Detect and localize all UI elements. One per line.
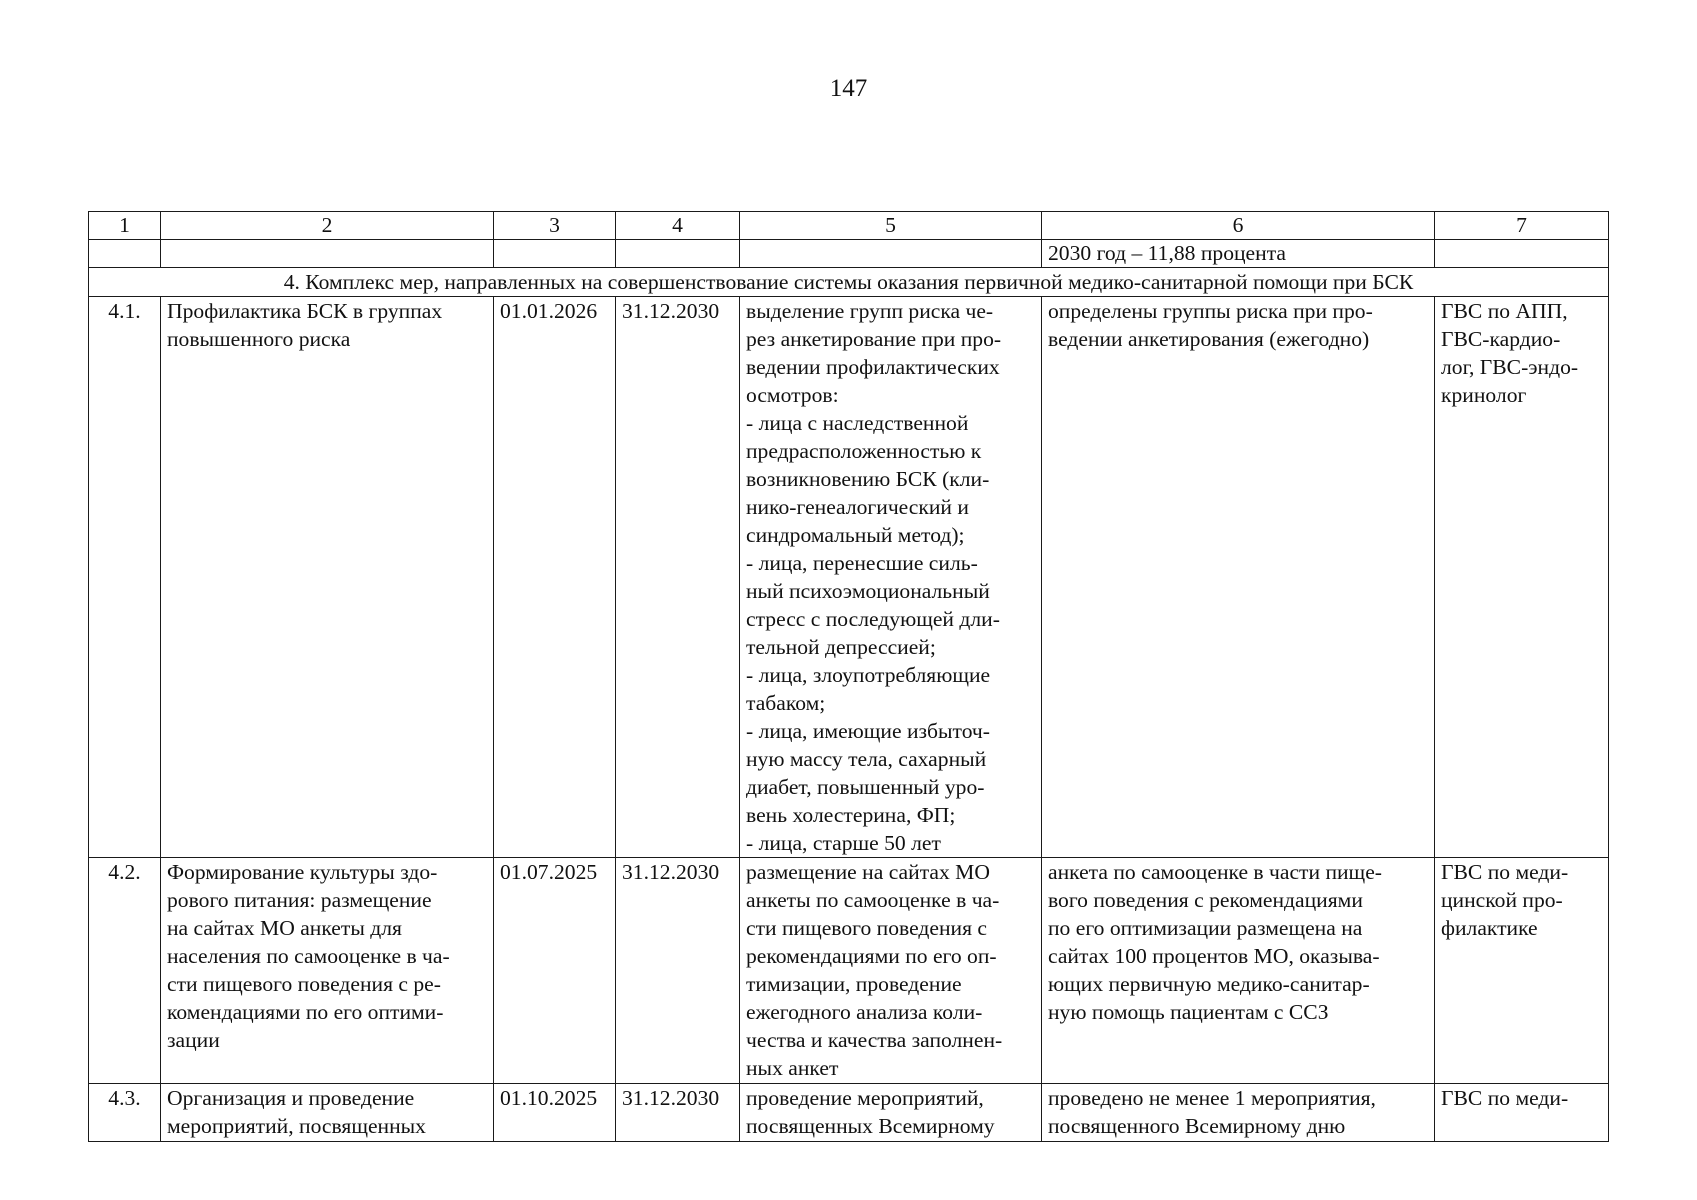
start-date: 01.07.2025 <box>494 858 616 1084</box>
header-cell-1: 1 <box>89 212 161 240</box>
page-number: 147 <box>829 75 868 102</box>
start-date: 01.01.2026 <box>494 297 616 858</box>
start-date: 01.10.2025 <box>494 1084 616 1142</box>
end-date: 31.12.2030 <box>616 1084 740 1142</box>
header-cell-2: 2 <box>161 212 494 240</box>
table-row <box>89 1084 1609 1142</box>
header-cell-3: 3 <box>494 212 616 240</box>
end-date: 31.12.2030 <box>616 858 740 1084</box>
empty-cell <box>740 240 1042 268</box>
measure-name: Профилактика БСК в группах повышенного риска <box>161 297 494 858</box>
carry-over-row <box>89 240 1609 268</box>
measure-description: проведение мероприятий, посвященных Всемирному <box>740 1084 1042 1142</box>
expected-result: анкета по самооценке в части пище- вого поведения с рекомендациями по его оптимизации размещена на сайтах 100 процентов МО, оказыва- ющих первичную медико-санитар- ную помощь пациентам с ССЗ <box>1042 858 1435 1084</box>
end-date: 31.12.2030 <box>616 297 740 858</box>
measure-description: выделение групп риска че- рез анкетирование при про- ведении профилактических осмотров: - лица с наследственной предрасположенностью к возникновению БСК (кли- нико-генеалогический и синдромальный метод); - лица, перенесшие силь- ный психоэмоциональный стресс с последующей дли- тельной депрессией; - лица, злоупотребляющие табаком; - лица, имеющие избыточ- ную массу тела, сахарный диабет, повышенный уро- вень холестерина, ФП; - лица, старше 50 лет <box>740 297 1042 858</box>
row-number: 4.3. <box>89 1084 161 1142</box>
measure-description: размещение на сайтах МО анкеты по самооценке в ча- сти пищевого поведения с рекомендациями по его оп- тимизации, проведение ежегодного анализа коли- чества и качества заполнен- ных анкет <box>740 858 1042 1084</box>
row-number: 4.2. <box>89 858 161 1084</box>
header-cell-7: 7 <box>1435 212 1609 240</box>
table-row <box>89 297 1609 858</box>
header-cell-5: 5 <box>740 212 1042 240</box>
expected-result: проведено не менее 1 мероприятия, посвященного Всемирному дню <box>1042 1084 1435 1142</box>
section-row <box>89 268 1609 297</box>
header-cell-4: 4 <box>616 212 740 240</box>
table-row <box>89 858 1609 1084</box>
table-header-row <box>89 212 1609 240</box>
measure-name: Формирование культуры здо- рового питания: размещение на сайтах МО анкеты для населения по самооценке в ча- сти пищевого поведения с ре- комендациями по его оптими- зации <box>161 858 494 1084</box>
expected-result: определены группы риска при про- ведении анкетирования (ежегодно) <box>1042 297 1435 858</box>
empty-cell <box>161 240 494 268</box>
empty-cell <box>494 240 616 268</box>
row-number: 4.1. <box>89 297 161 858</box>
empty-cell <box>89 240 161 268</box>
section-title: 4. Комплекс мер, направленных на совершенствование системы оказания первичной медико-санитарной помощи при БСК <box>89 268 1609 297</box>
measures-table <box>88 211 1609 1142</box>
responsible: ГВС по меди- <box>1435 1084 1609 1142</box>
header-cell-6: 6 <box>1042 212 1435 240</box>
measure-name: Организация и проведение мероприятий, посвященных <box>161 1084 494 1142</box>
empty-cell <box>1435 240 1609 268</box>
empty-cell <box>616 240 740 268</box>
carry-over-result: 2030 год – 11,88 процента <box>1042 240 1435 268</box>
responsible: ГВС по меди- цинской про- филактике <box>1435 858 1609 1084</box>
responsible: ГВС по АПП, ГВС-кардио- лог, ГВС-эндо- кринолог <box>1435 297 1609 858</box>
